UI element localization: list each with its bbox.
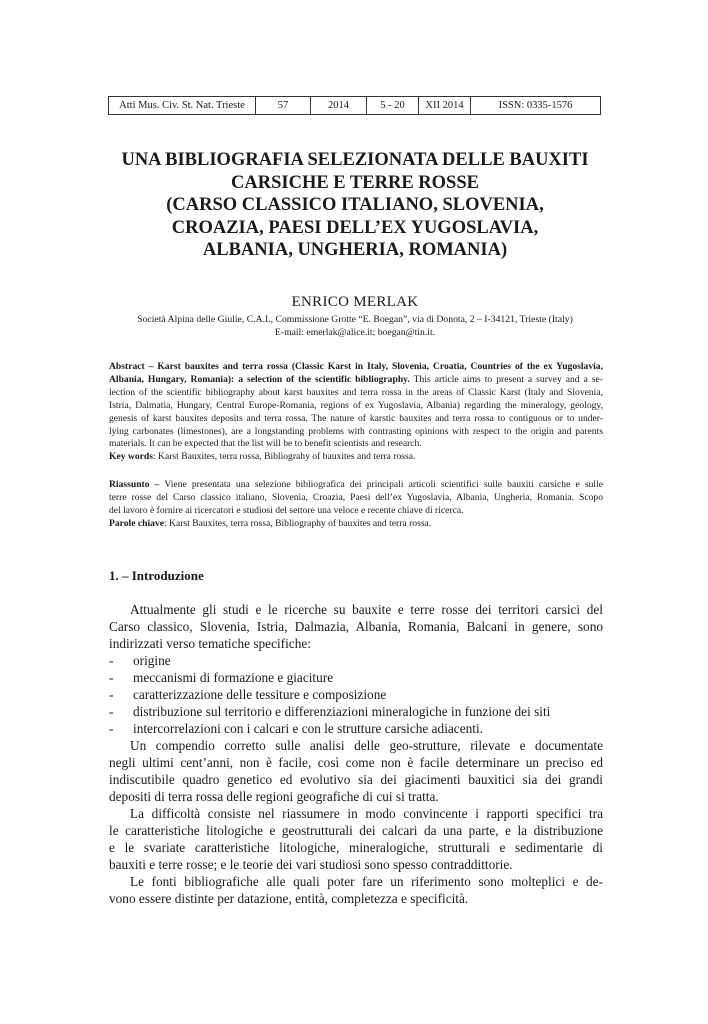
affiliation-line: Società Alpina delle Giulie, C.A.I., Commissione Grotte “E. Boegan”, via di Donota, 2 – I-34121, Trieste (Italy) (137, 314, 573, 325)
body-line: indirizzati verso tematiche specifiche: (109, 636, 311, 651)
email-line: E-mail: emerlak@alice.it; boegan@tin.it. (274, 327, 436, 338)
list-item (109, 669, 603, 686)
parole-chiave-label: Parole chiave (109, 517, 164, 529)
abstract-title-part2: Albania, Hungary, Romania): a selection of the scientific bibliography. (109, 373, 410, 385)
keywords-text: : Karst Bauxites, terra rossa, Bibliograhy of bauxites and terra rossa. (152, 451, 416, 463)
abstract (109, 361, 603, 464)
keywords-label: Key words (109, 451, 153, 463)
bullet-dash: - (109, 687, 114, 702)
journal-header-table (108, 96, 601, 115)
body-line: Le fonti bibliografiche alle quali poter fare un riferimento sono molteplici e de- (130, 874, 603, 889)
pages: 5 - 20 (367, 97, 419, 115)
abstract-text: materials. It can be expected that the list will be to benefit scientists and research. (109, 438, 422, 450)
abstract-text: This article aims to present a survey and a se- (413, 373, 604, 385)
issn: ISSN: 0335-1576 (471, 97, 601, 115)
title-line: ALBANIA, UNGHERIA, ROMANIA) (202, 240, 508, 260)
list-item (109, 652, 603, 669)
body-line: La difficoltà consiste nel riassumere in modo convincente i rapporti specifici tra (130, 806, 603, 821)
intro-paragraph-4 (109, 873, 603, 907)
list-item-text: intercorrelazioni con i calcari e con le strutture carsiche adiacenti. (133, 721, 483, 736)
title-line: CARSICHE E TERRE ROSSE (231, 172, 479, 193)
abstract-text: lection of the scientific bibliography about karst bauxites and terra rossa in the areas of Classic Karst (Italy and Slovenia, (109, 386, 603, 398)
topic-list (109, 652, 603, 737)
keywords (109, 451, 603, 464)
list-item (109, 703, 603, 720)
riassunto-label: Riassunto – (109, 479, 160, 490)
title-line: CROAZIA, PAESI DELL’EX YUGOSLAVIA, (171, 217, 539, 238)
riassunto-text: del lavoro è fornire ai ricercatori e studiosi del settore una veloce e recente chiave di ricerca. (109, 504, 464, 516)
abstract-text: lying carbonates (limestones), are a longstanding problems with contrasting opinions with respect to the origin and parents (109, 425, 603, 437)
bullet-dash: - (109, 721, 114, 736)
parole-chiave (109, 518, 603, 531)
bullet-dash: - (109, 670, 114, 685)
list-item (109, 686, 603, 703)
intro-paragraph-1 (109, 601, 603, 652)
intro-paragraph-2 (109, 737, 603, 805)
body-line: e le svariate caratteristiche litologiche, mineralogiche, strutturali e sedimentarie di (109, 840, 603, 855)
parole-chiave-text: : Karst Bauxites, terra rossa, Bibliography of bauxites and terra rossa. (163, 517, 432, 529)
list-item (109, 720, 603, 737)
body-line: bauxiti e terre rosse; e le teorie dei vari studiosi sono spesso contraddittorie. (109, 857, 513, 872)
body-line: Carso classico, Slovenia, Istria, Dalmazia, Albania, Romania, Balcani in genere, sono (109, 619, 603, 634)
issue-month: XII 2014 (419, 97, 471, 115)
abstract-title-part1: Karst bauxites and terra rossa (Classic Karst in Italy, Slovenia, Croatia, Countries of the ex Yugoslavia, (157, 361, 603, 372)
riassunto (109, 479, 603, 531)
title-line: (CARSO CLASSICO ITALIANO, SLOVENIA, (166, 195, 544, 215)
body-line: Attualmente gli studi e le ricerche su bauxite e terre rosse dei territori carsici del (130, 602, 603, 617)
body-line: depositi di terra rossa delle regioni geografiche di cui si tratta. (109, 789, 439, 804)
affiliation (80, 313, 630, 339)
title-line: UNA BIBLIOGRAFIA SELEZIONATA DELLE BAUXITI (121, 150, 589, 170)
author-name: ENRICO MERLAK (291, 294, 419, 310)
list-item-text: origine (133, 653, 171, 668)
abstract-text: genesis of karst bauxites deposits and terra rossa. The nature of karstic bauxites and terra rossa to contiguous or to under- (109, 412, 603, 424)
riassunto-text: terre rosse del Carso classico italiano, Slovenia, Croazia, Paesi dell’ex Yugoslavia, Albania, Ungheria, Romania. Scopo (109, 491, 603, 503)
bullet-dash: - (109, 653, 114, 668)
list-item-text: distribuzione sul territorio e differenziazioni mineralogiche in funzione dei siti (133, 704, 551, 719)
paper-title (100, 149, 610, 262)
body-line: vono essere distinte per datazione, entità, completezza e specificità. (109, 891, 469, 906)
abstract-label: Abstract – (109, 361, 154, 372)
body-line: le caratteristiche litologiche e geostrutturali dei calcari da una parte, e la distribuzione (109, 823, 603, 838)
journal-name: Atti Mus. Civ. St. Nat. Trieste (109, 97, 256, 115)
section-heading: 1. – Introduzione (109, 568, 204, 583)
list-item-text: meccanismi di formazione e giaciture (133, 670, 334, 685)
body-line: negli ultimi cent’anni, non è facile, così come non è facile determinare un preciso ed (109, 755, 603, 770)
abstract-text: Istria, Dalmatia, Hungary, Central Europe-Romania, regions of ex Yugoslavia, Albania) regarding the mineralogy, geology, (109, 399, 603, 411)
body-line: indiscutibile quadro genetico ed evolutivo sia dei giacimenti bauxitici sia dei grandi (109, 772, 603, 787)
riassunto-text: Viene presentata una selezione bibliografica dei principali articoli scientifici sulle bauxiti carsiche e sulle (164, 479, 603, 490)
body-line: Un compendio corretto sulle analisi delle geo-strutture, rilevate e documentate (130, 738, 603, 753)
year: 2014 (311, 97, 367, 115)
bullet-dash: - (109, 704, 114, 719)
list-item-text: caratterizzazione delle tessiture e composizione (133, 687, 387, 702)
volume: 57 (256, 97, 311, 115)
intro-paragraph-3 (109, 805, 603, 873)
